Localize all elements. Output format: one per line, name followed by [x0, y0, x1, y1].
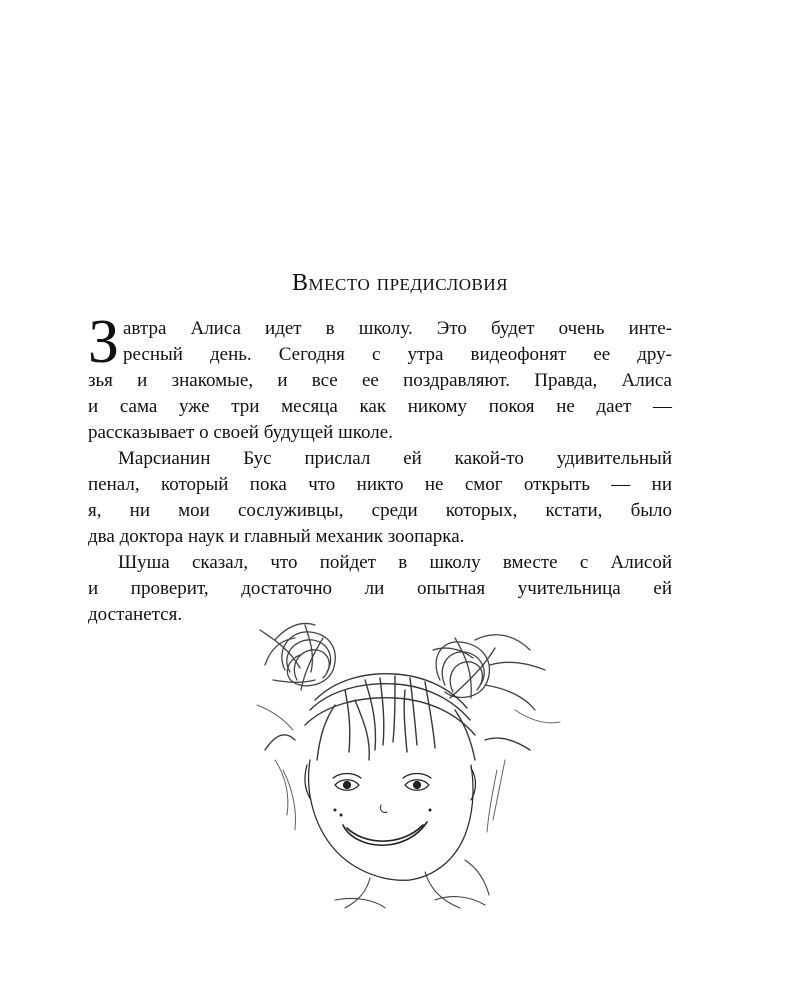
dropcap-row — [88, 308, 672, 376]
drop-cap-letter: З — [88, 308, 120, 376]
paragraph-1 — [88, 308, 672, 446]
smile — [343, 822, 427, 845]
nose — [334, 805, 431, 816]
text-line: зья и знакомые, и все ее поздравляют. Правда, Алиса — [88, 370, 672, 391]
text-line: Шуша сказал, что пойдет в школу вместе с Алисой — [118, 552, 672, 573]
left-hair-bun — [260, 623, 335, 690]
text-line: рассказывает о своей будущей школе. — [88, 422, 393, 443]
text-line: два доктора наук и главный механик зоопарка. — [88, 526, 465, 547]
text-line: я, ни мои сослуживцы, среди которых, кстати, было — [88, 500, 672, 521]
text-line: и сама уже три месяца как никому покоя не дает — — [88, 396, 672, 417]
text-line: пенал, который пока что никто не смог открыть — ни — [88, 474, 672, 495]
stray-hair-strands — [257, 705, 560, 832]
text-line: Марсианин Бус прислал ей какой-то удивительный — [118, 448, 672, 469]
text-line: и проверит, достаточно ли опытная учительница ей — [88, 578, 672, 599]
eyes — [333, 774, 431, 791]
right-hair-bun — [433, 635, 545, 710]
face-outline — [305, 760, 476, 880]
text-line: ресный день. Сегодня с утра видеофонят ее дру- — [123, 344, 672, 365]
body-text — [88, 308, 672, 628]
neck-shoulders — [335, 860, 489, 908]
hair-bangs — [265, 674, 530, 760]
chapter-title: Вместо предисловия — [292, 270, 508, 296]
text-line: достанется. — [88, 604, 183, 625]
text-line: автра Алиса идет в школу. Это будет очень инте- — [123, 318, 672, 339]
dropcap-lines — [123, 316, 672, 368]
girl-sketch-illustration — [245, 610, 575, 910]
paragraph-2 — [88, 446, 672, 550]
